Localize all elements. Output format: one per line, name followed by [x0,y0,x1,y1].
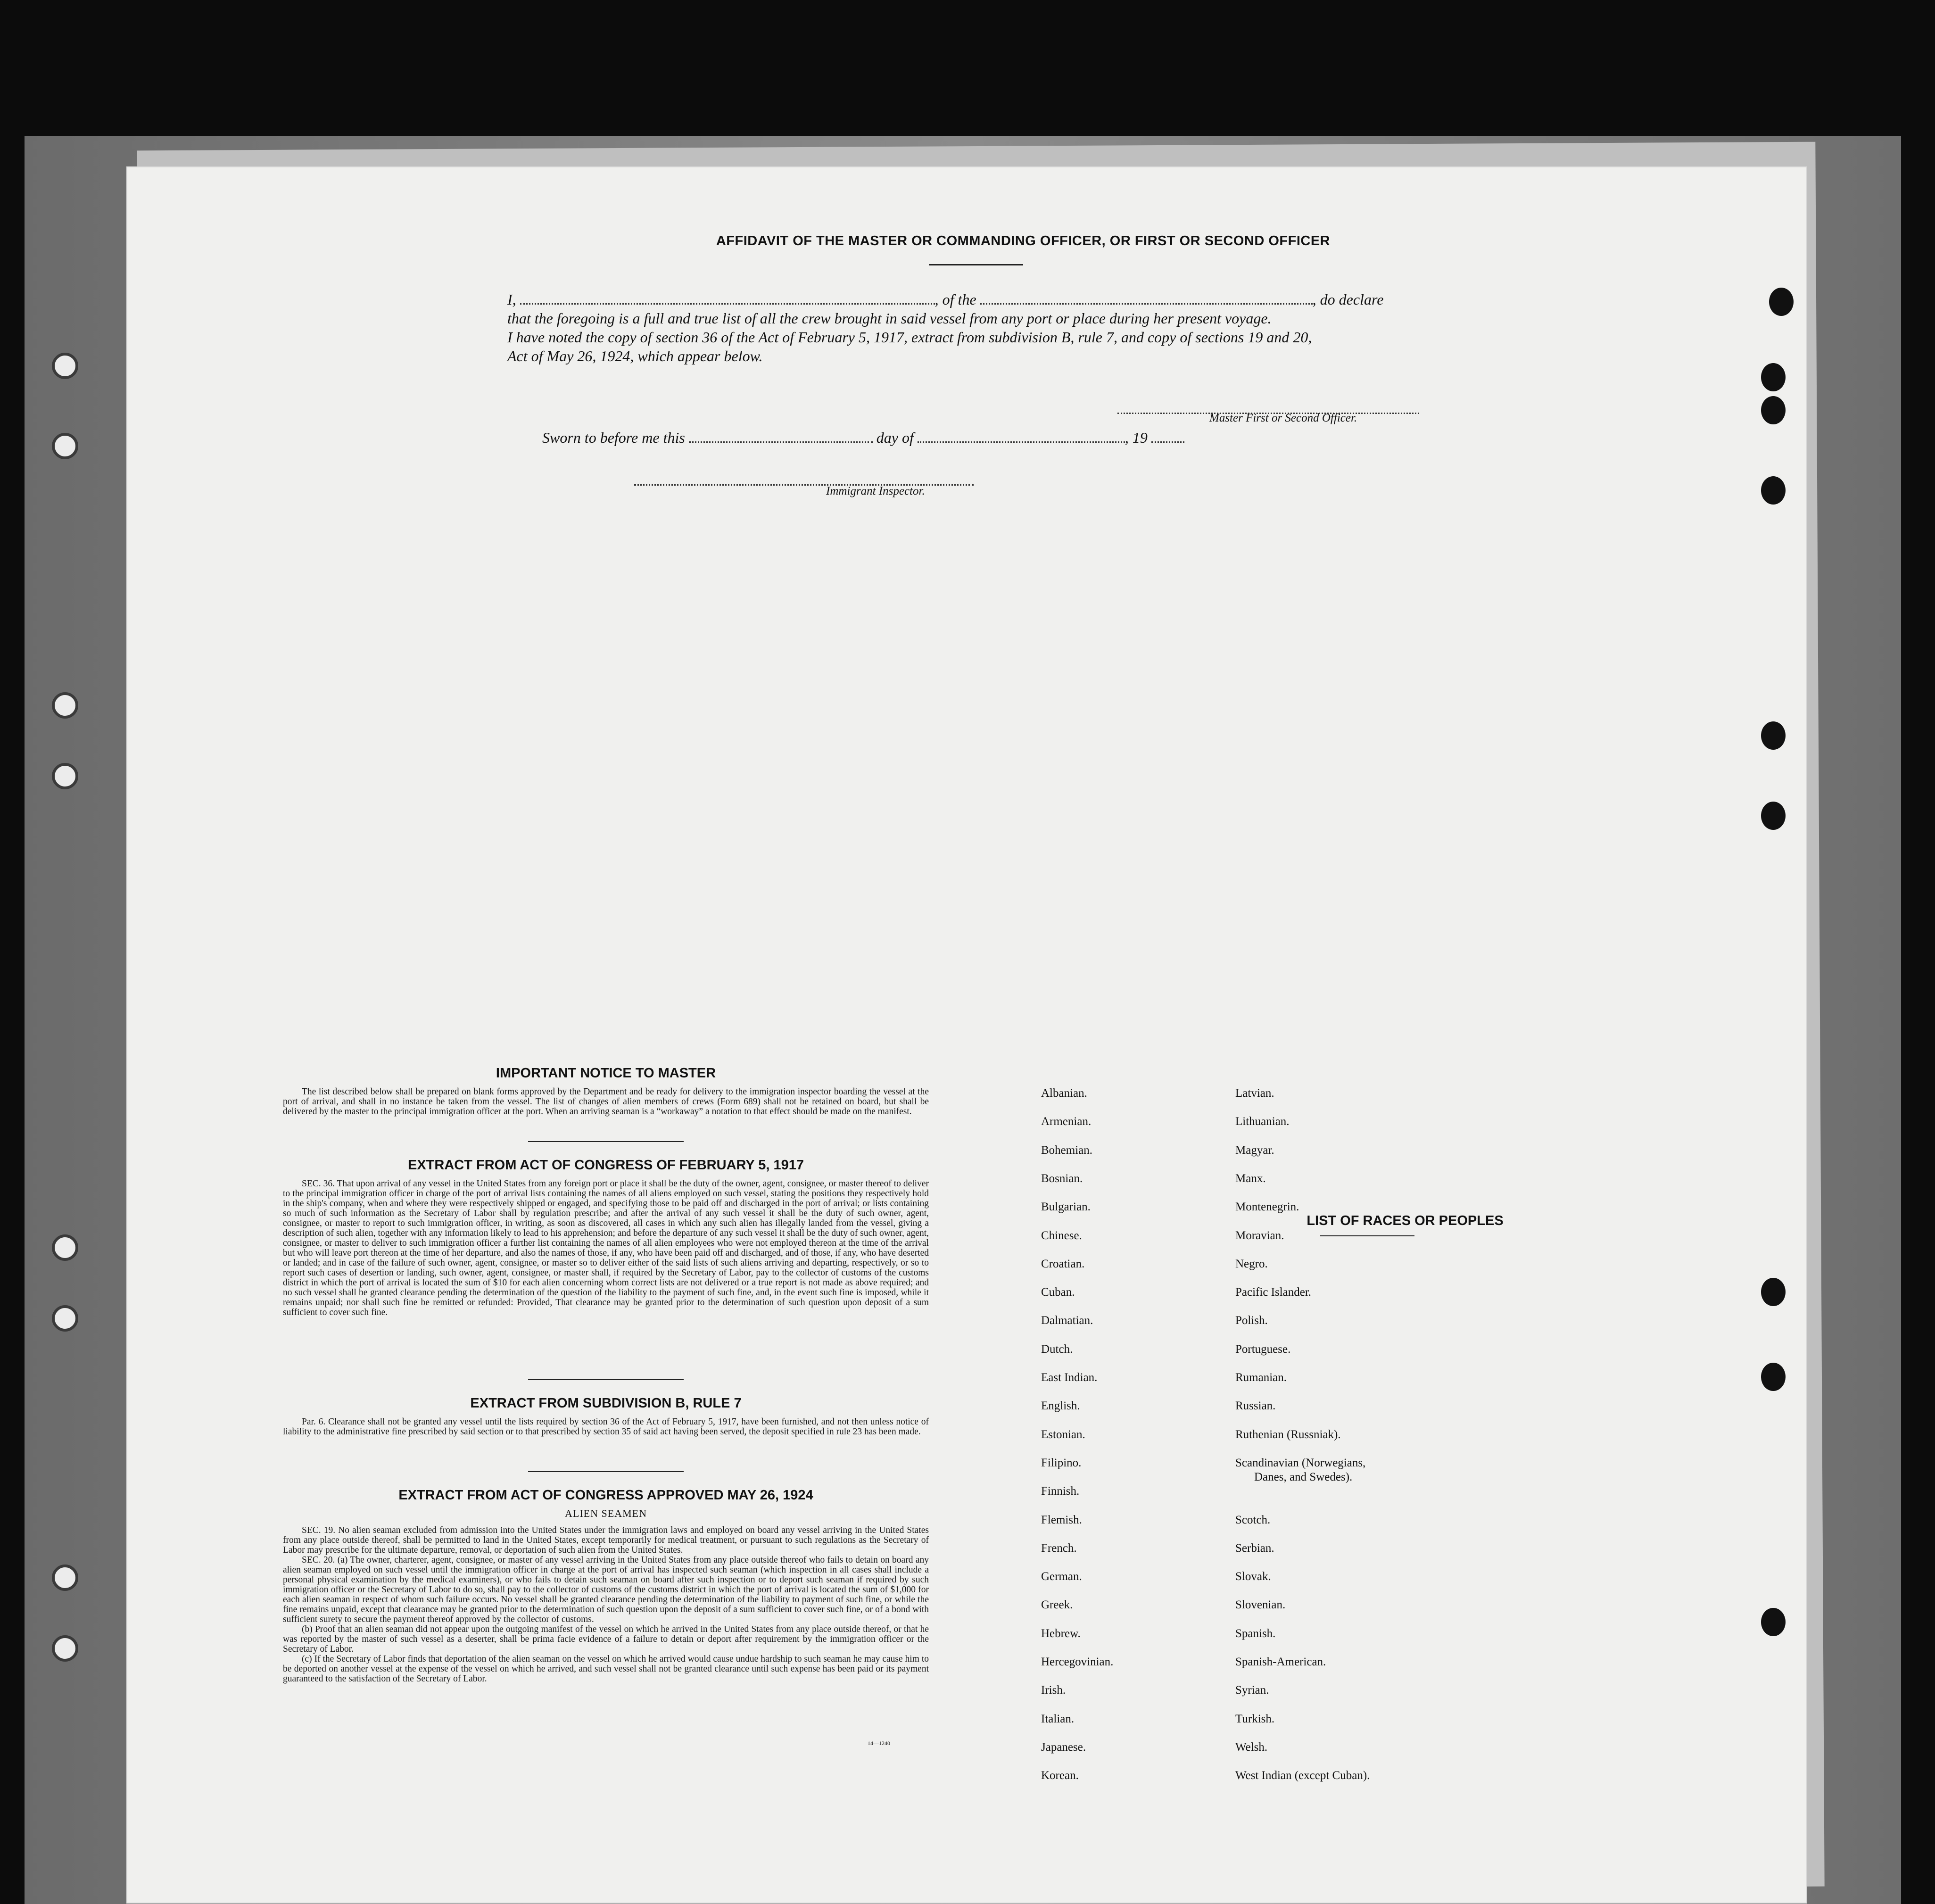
race-item: Montenegrin. [1235,1200,1299,1214]
divider [528,1379,684,1380]
race-item: Cuban. [1041,1286,1075,1299]
affidavit-i-label: I, [507,291,516,308]
race-item: Magyar. [1235,1143,1274,1157]
race-item: Polish. [1235,1314,1268,1327]
divider [1320,1235,1414,1236]
race-item: Lithuanian. [1235,1115,1290,1128]
race-item: Scandinavian (Norwegians, [1235,1456,1366,1469]
affidavit-title: AFFIDAVIT OF THE MASTER OR COMMANDING OFFICER, OR FIRST OR SECOND OFFICER [716,233,1331,248]
manifest-page [127,167,1806,1903]
punch-hole [1761,476,1786,505]
race-item: Welsh. [1235,1740,1268,1754]
sworn-line [542,429,1184,447]
affidavit-line-2: that the foregoing is a full and true list of all the crew brought in said vessel from any port or place during her present voyage. [507,310,1272,327]
punch-hole [1761,1278,1786,1306]
race-item: Russian. [1235,1399,1276,1413]
race-item: Armenian. [1041,1115,1092,1128]
section-20c-paragraph: (c) If the Secretary of Labor finds that deportation of the alien seaman on the vessel on which he arrived would cause undue hardship to such seaman he may cause him to be deported on another vessel at the expense of the vessel on which he arrived, and such vessel shall not be granted clearance until such expense has been paid or its payment guaranteed to the satisfaction of the Secretary of Labor. [283,1654,929,1684]
sworn-date-blank[interactable] [689,431,873,443]
race-item: Hebrew. [1041,1627,1081,1640]
punch-hole [1761,363,1786,391]
race-item: Turkish. [1235,1712,1275,1725]
inspector-signature-blank[interactable] [634,474,974,486]
race-item: Spanish. [1235,1627,1276,1640]
punch-hole [1761,1608,1786,1636]
race-item: Ruthenian (Russniak). [1235,1428,1341,1441]
race-item: Slovak. [1235,1570,1271,1583]
race-item: Croatian. [1041,1257,1085,1270]
race-item: Dutch. [1041,1342,1073,1356]
punch-hole [1769,288,1794,316]
race-item: Japanese. [1041,1740,1086,1754]
affidavit-declare-label: , do declare [1312,291,1384,308]
extract-1917-title: EXTRACT FROM ACT OF CONGRESS OF FEBRUARY 5, 1917 [407,1158,804,1173]
extract-rule7-title: EXTRACT FROM SUBDIVISION B, RULE 7 [470,1396,742,1411]
extract-1917-text [283,1179,929,1317]
race-item: Pacific Islander. [1235,1286,1312,1299]
master-signature-label: Master First or Second Officer. [1209,412,1357,424]
race-item: Greek. [1041,1598,1073,1612]
race-item: French. [1041,1541,1077,1555]
affidavit-declaration-line [507,291,1383,308]
punch-hole [52,1234,78,1261]
race-item: East Indian. [1041,1371,1098,1384]
races-title: LIST OF RACES OR PEOPLES [1307,1213,1504,1228]
divider [528,1471,684,1472]
name-blank[interactable] [520,293,935,305]
race-item: Bohemian. [1041,1143,1093,1157]
affidavit-of-label: , of the [934,291,976,308]
race-item: Italian. [1041,1712,1075,1725]
race-item: Bosnian. [1041,1172,1083,1185]
notice-title: IMPORTANT NOTICE TO MASTER [496,1066,716,1081]
vessel-blank[interactable] [980,293,1313,305]
race-item: English. [1041,1399,1080,1413]
extract-1924-title: EXTRACT FROM ACT OF CONGRESS APPROVED MAY 26, 1924 [398,1488,813,1503]
sworn-year-label: , 19 [1125,429,1148,446]
alien-seamen-subtitle: ALIEN SEAMEN [565,1507,647,1519]
race-item: Slovenian. [1235,1598,1286,1612]
extract-1924-text [283,1525,929,1684]
section-19-paragraph: SEC. 19. No alien seaman excluded from admission into the United States under the immigration laws and employed on board any vessel arriving in the United States from any place outside thereof, shall be permitted to land in the United States, except temporarily for medical treatment, or pursuant to such regulations as the Secretary of Labor may prescribe for the ultimate departure, removal, or deportation of such alien from the United States. [283,1525,929,1555]
punch-hole [52,763,78,789]
race-item: West Indian (except Cuban). [1235,1769,1370,1782]
sworn-year-blank[interactable] [1151,431,1184,443]
race-item: Estonian. [1041,1428,1085,1441]
notice-text [283,1087,929,1117]
race-item: Moravian. [1235,1229,1284,1242]
race-item: Syrian. [1235,1684,1269,1697]
race-item: Albanian. [1041,1087,1087,1100]
sworn-prefix: Sworn to before me this [542,429,685,446]
inspector-signature-label: Immigrant Inspector. [826,485,925,497]
race-item: Chinese. [1041,1229,1082,1242]
race-item: Filipino. [1041,1456,1082,1469]
race-continuation: Danes, and Swedes). [1254,1470,1353,1483]
punch-hole [52,1565,78,1591]
affidavit-line-4: Act of May 26, 1924, which appear below. [507,348,763,364]
race-item: Dalmatian. [1041,1314,1093,1327]
par-6-paragraph: Par. 6. Clearance shall not be granted any vessel until the lists required by section 36 of the Act of February 5, 1917, have been furnished, and not then unless notice of liability to the administrative fine prescribed by said section or to that prescribed by section 35 of said act having been served, the deposit specified in rule 23 has been made. [283,1417,929,1437]
race-item: Hercegovinian. [1041,1656,1114,1668]
race-item: Irish. [1041,1684,1066,1697]
race-item: Manx. [1235,1172,1266,1185]
punch-hole [1761,721,1786,750]
race-item: Latvian. [1235,1087,1274,1100]
race-item: German. [1041,1570,1082,1583]
divider [929,264,1023,265]
race-item: Bulgarian. [1041,1200,1091,1214]
section-20b-paragraph: (b) Proof that an alien seaman did not appear upon the outgoing manifest of the vessel on which he arrived in the United States from any place outside thereof, or that he was reported by the master of such vessel as a deserter, shall be prima facie evidence of a failure to detain or deport after requirement by the immigration officer or the Secretary of Labor. [283,1624,929,1654]
race-item: Korean. [1041,1769,1079,1782]
punch-hole [52,353,78,379]
race-item: Flemish. [1041,1513,1082,1526]
extract-rule7-text [283,1417,929,1437]
notice-paragraph: The list described below shall be prepared on blank forms approved by the Department and be ready for delivery to the immigration inspector boarding the vessel at the port of arrival, and shall in no instance be taken from the vessel. The list of changes of alien members of crews (Form 689) shall not be retained on board, but shall be delivered by the master to the principal immigration officer at the port. When an arriving seaman is a “workaway” a notation to that effect should be made on the manifest. [283,1087,929,1117]
race-item: Rumanian. [1235,1371,1287,1384]
punch-hole [52,433,78,459]
race-item: Portuguese. [1235,1342,1291,1356]
punch-hole [1761,1363,1786,1391]
race-item: Spanish-American. [1235,1656,1326,1668]
race-item: Negro. [1235,1257,1268,1270]
race-item: Scotch. [1235,1513,1271,1526]
race-item: Finnish. [1041,1485,1080,1498]
form-number: 14—1240 [868,1740,890,1747]
punch-hole [1761,396,1786,424]
sworn-month-blank[interactable] [918,431,1125,443]
sworn-day-label: day of [876,429,914,446]
punch-hole [52,692,78,719]
section-36-paragraph: SEC. 36. That upon arrival of any vessel in the United States from any foreign port or place it shall be the duty of the owner, agent, consignee, or master thereof to deliver to the principal immigration officer in charge of the port of arrival lists containing the names of all aliens employed on such vessel, stating the positions they respectively hold in the ship's company, when and where they were respectively shipped or engaged, and specifying those to be paid off and discharged in the port of arrival; or lists containing so much of such information as the Secretary of Labor shall by regulation prescribe; and after the arrival of any such vessel it shall be the duty of such owner, agent, consignee, or master to report to such immigration officer, in writing, as soon as discovered, all cases in which any such alien has illegally landed from the vessel, giving a description of such alien, together with any information likely to lead to his apprehension; and before the departure of any such vessel it shall be the duty of such owner, agent, consignee, or master to deliver to such immigration officer a further list containing the names of all alien employees who were not employed thereon at the time of the arrival but who will leave port thereon at the time of her departure, and also the names of those, if any, who have been paid off and discharged, and of those, if any, who have deserted or landed; and in case of the failure of such owner, agent, consignee, or master so to deliver either of the said lists of such aliens arriving and departing, respectively, or so to report such cases of desertion or landing, such owner, agent, consignee, or master shall, if required by the Secretary of Labor, pay to the collector of customs of the customs district in which the port of arrival is located the sum of $10 for each alien concerning whom correct lists are not delivered or a true report is not made as above required; and no such vessel shall be granted clearance pending the determination of the question of the liability to the payment of such fine, and, in the event such fine is imposed, while it remains unpaid; nor shall such fine be remitted or refunded: Provided, That clearance may be granted prior to the determination of such question upon deposit of a sum sufficient to cover such fine. [283,1179,929,1317]
affidavit-line-3: I have noted the copy of section 36 of the Act of February 5, 1917, extract from subdivision B, rule 7, and copy of sections 19 and 20, [507,329,1312,346]
punch-hole [52,1305,78,1332]
race-item: Serbian. [1235,1541,1274,1555]
punch-hole [52,1635,78,1662]
divider [528,1141,684,1142]
punch-hole [1761,802,1786,830]
section-20a-paragraph: SEC. 20. (a) The owner, charterer, agent, consignee, or master of any vessel arriving in the United States from any place outside thereof who fails to detain on board any alien seaman employed on such vessel until the immigration officer in charge at the port of arrival has inspected such seaman (which inspection in all cases shall include a personal physical examination by the medical examiners), or who fails to detain such seaman on board after such inspection or to deport such seaman if required by such immigration officer or the Secretary of Labor to do so, shall pay to the collector of customs of the customs district in which the port of arrival is located the sum of $1,000 for each alien seaman in respect of whom such failure occurs. No vessel shall be granted clearance pending the determination of the liability to payment of such fine, or while the fine remains unpaid, except that clearance may be granted prior to the determination of such question upon the deposit of a sum sufficient to cover such fine, or of a bond with sufficient surety to secure the payment thereof approved by the collector of customs. [283,1555,929,1624]
